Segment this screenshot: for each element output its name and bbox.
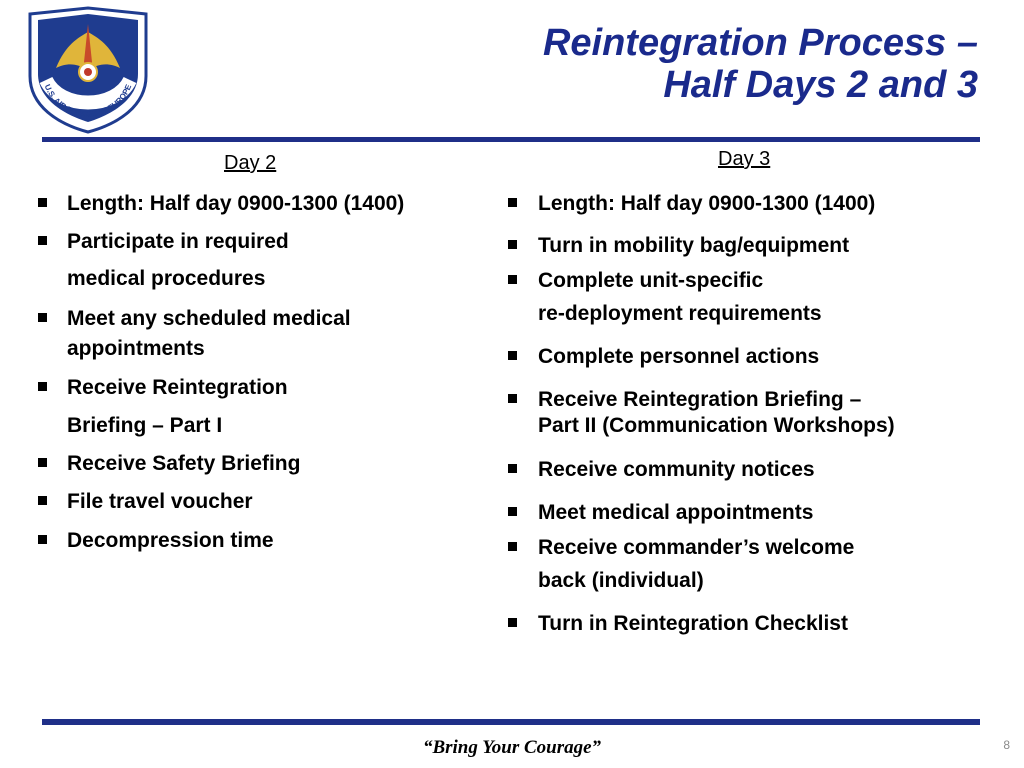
bullet-square-icon [508,618,517,627]
bullet-square-icon [38,313,47,322]
bullet-square-icon [38,236,47,245]
bullet-square-icon [508,240,517,249]
list-item-continuation: Briefing – Part I [67,414,223,437]
day3-heading: Day 3 [718,148,771,170]
bullet-square-icon [38,458,47,467]
list-item-continuation: appointments [67,337,205,360]
page-number: 8 [1003,738,1010,752]
list-item-continuation: Part II (Communication Workshops) [538,414,895,437]
footer-motto: “Bring Your Courage” [422,737,602,758]
bullet-square-icon [508,542,517,551]
list-item-continuation: re-deployment requirements [538,302,822,325]
list-item-continuation: back (individual) [538,569,704,592]
bullet-square-icon [508,464,517,473]
title-line-2: Half Days 2 and 3 [663,64,978,106]
bullet-square-icon [508,275,517,284]
list-item-continuation: medical procedures [67,267,266,290]
bullet-square-icon [38,496,47,505]
bullet-square-icon [38,535,47,544]
bullet-square-icon [508,507,517,516]
bullet-square-icon [38,382,47,391]
day2-heading: Day 2 [224,152,277,174]
bullet-square-icon [508,351,517,360]
bullet-square-icon [508,394,517,403]
bullet-square-icon [38,198,47,207]
bullet-square-icon [508,198,517,207]
title-line-1: Reintegration Process – [542,22,978,64]
usafe-emblem [26,6,150,134]
emblem-text: U.S. AIR FORCES IN EUROPE [42,83,134,119]
bottom-divider [42,719,980,725]
top-divider [42,137,980,142]
slide-title [358,22,978,106]
